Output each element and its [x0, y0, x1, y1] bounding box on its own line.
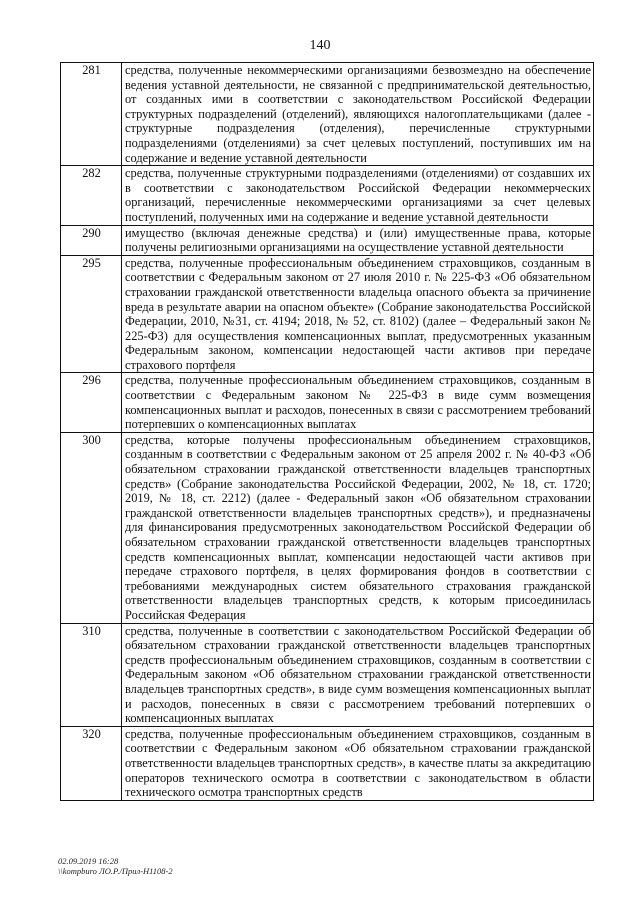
- row-description: средства, полученные некоммерческими организациями безвозмездно на обеспечение ведения уставной деятельности, не связанной с предпринимательской деятельностью, от созданных ими в соответствии с законодательством Российской Федерации структурных подразделений (отделений), являющихся налогоплательщиками (далее - структурные подразделения (отделения), перечисленные структурными подразделениями (отделениями) за счет целевых поступлений, поступивших им на содержание и ведение уставной деятельности: [122, 63, 594, 166]
- row-code: 310: [61, 623, 122, 726]
- table-row: [61, 166, 594, 225]
- page-number: 140: [309, 38, 331, 53]
- row-code: 295: [61, 255, 122, 373]
- row-code: 282: [61, 166, 122, 225]
- table-row: [61, 255, 594, 373]
- row-code: 320: [61, 726, 122, 800]
- table-row: [61, 225, 594, 255]
- row-code: 300: [61, 432, 122, 623]
- row-description: средства, которые получены профессиональным объединением страховщиков, созданным в соответствии с Федеральным законом от 25 апреля 2002 г. № 40-ФЗ «Об обязательном страховании гражданской ответственности владельцев транспортных средств» (Собрание законодательства Российской Федерации, 2002, № 18, ст. 1720; 2019, № 18, ст. 2212) (далее - Федеральный закон «Об обязательном страховании гражданской ответственности владельцев транспортных средств»), и предназначены для финансирования предусмотренных законодательством Российской Федерации об обязательном страховании гражданской ответственности владельцев транспортных средств компенсационных выплат, компенсации недостающей части активов при передаче страхового портфеля, в целях формирования фондов в соответствии с требованиями международных систем обязательного страхования гражданской ответственности владельцев транспортных средств, к которым присоединилась Российская Федерация: [122, 432, 594, 623]
- footer-timestamp: 02.09.2019 16:28: [58, 856, 119, 866]
- table-row: [61, 623, 594, 726]
- row-code: 296: [61, 373, 122, 432]
- row-description: средства, полученные в соответствии с законодательством Российской Федерации об обязательном страховании гражданской ответственности владельцев транспортных средств профессиональным объединением страховщиков, созданным в соответствии с Федеральным законом «Об обязательном страховании гражданской ответственности владельцев транспортных средств», в виде сумм возмещения компенсационных выплат и расходов, понесенных в связи с рассмотрением требований потерпевших о компенсационных выплатах: [122, 623, 594, 726]
- row-code: 290: [61, 225, 122, 255]
- table-row: [61, 63, 594, 166]
- table-row: [61, 432, 594, 623]
- row-code: 281: [61, 63, 122, 166]
- table-row: [61, 373, 594, 432]
- row-description: средства, полученные структурными подразделениями (отделениями) от создавших их в соответствии с законодательством Российской Федерации некоммерческих организаций, перечисленные некоммерческими организациями за счет целевых поступлений, полученных ими на содержание и ведение уставной деятельности: [122, 166, 594, 225]
- row-description: средства, полученные профессиональным объединением страховщиков, созданным в соответствии с Федеральным законом от 27 июля 2010 г. № 225-ФЗ «Об обязательном страховании гражданской ответственности владельца опасного объекта за причинение вреда в результате аварии на опасном объекте» (Собрание законодательства Российской Федерации, 2010, №31, ст. 4194; 2018, № 52, ст. 8102) (далее – Федеральный закон № 225-ФЗ) для осуществления компенсационных выплат, предусмотренных указанным Федеральным законом, компенсации недостающей части активов при передаче страхового портфеля: [122, 255, 594, 373]
- table-row: [61, 726, 594, 800]
- footer-file-path: \\kompburo ЛО.Р./Прил-Н1108-2: [58, 866, 173, 876]
- income-codes-table: [60, 62, 594, 801]
- row-description: средства, полученные профессиональным объединением страховщиков, созданным в соответствии с Федеральным законом № 225-ФЗ в виде сумм возмещения компенсационных выплат и расходов, понесенных в связи с рассмотрением требований потерпевших о компенсационных выплатах: [122, 373, 594, 432]
- row-description: средства, полученные профессиональным объединением страховщиков, созданным в соответствии с Федеральным законом «Об обязательном страховании гражданской ответственности владельцев транспортных средств», в качестве платы за аккредитацию операторов технического осмотра в соответствии с законодательством в области технического осмотра транспортных средств: [122, 726, 594, 800]
- row-description: имущество (включая денежные средства) и (или) имущественные права, которые получены религиозными организациями на осуществление уставной деятельности: [122, 225, 594, 255]
- document-footer: [58, 856, 173, 876]
